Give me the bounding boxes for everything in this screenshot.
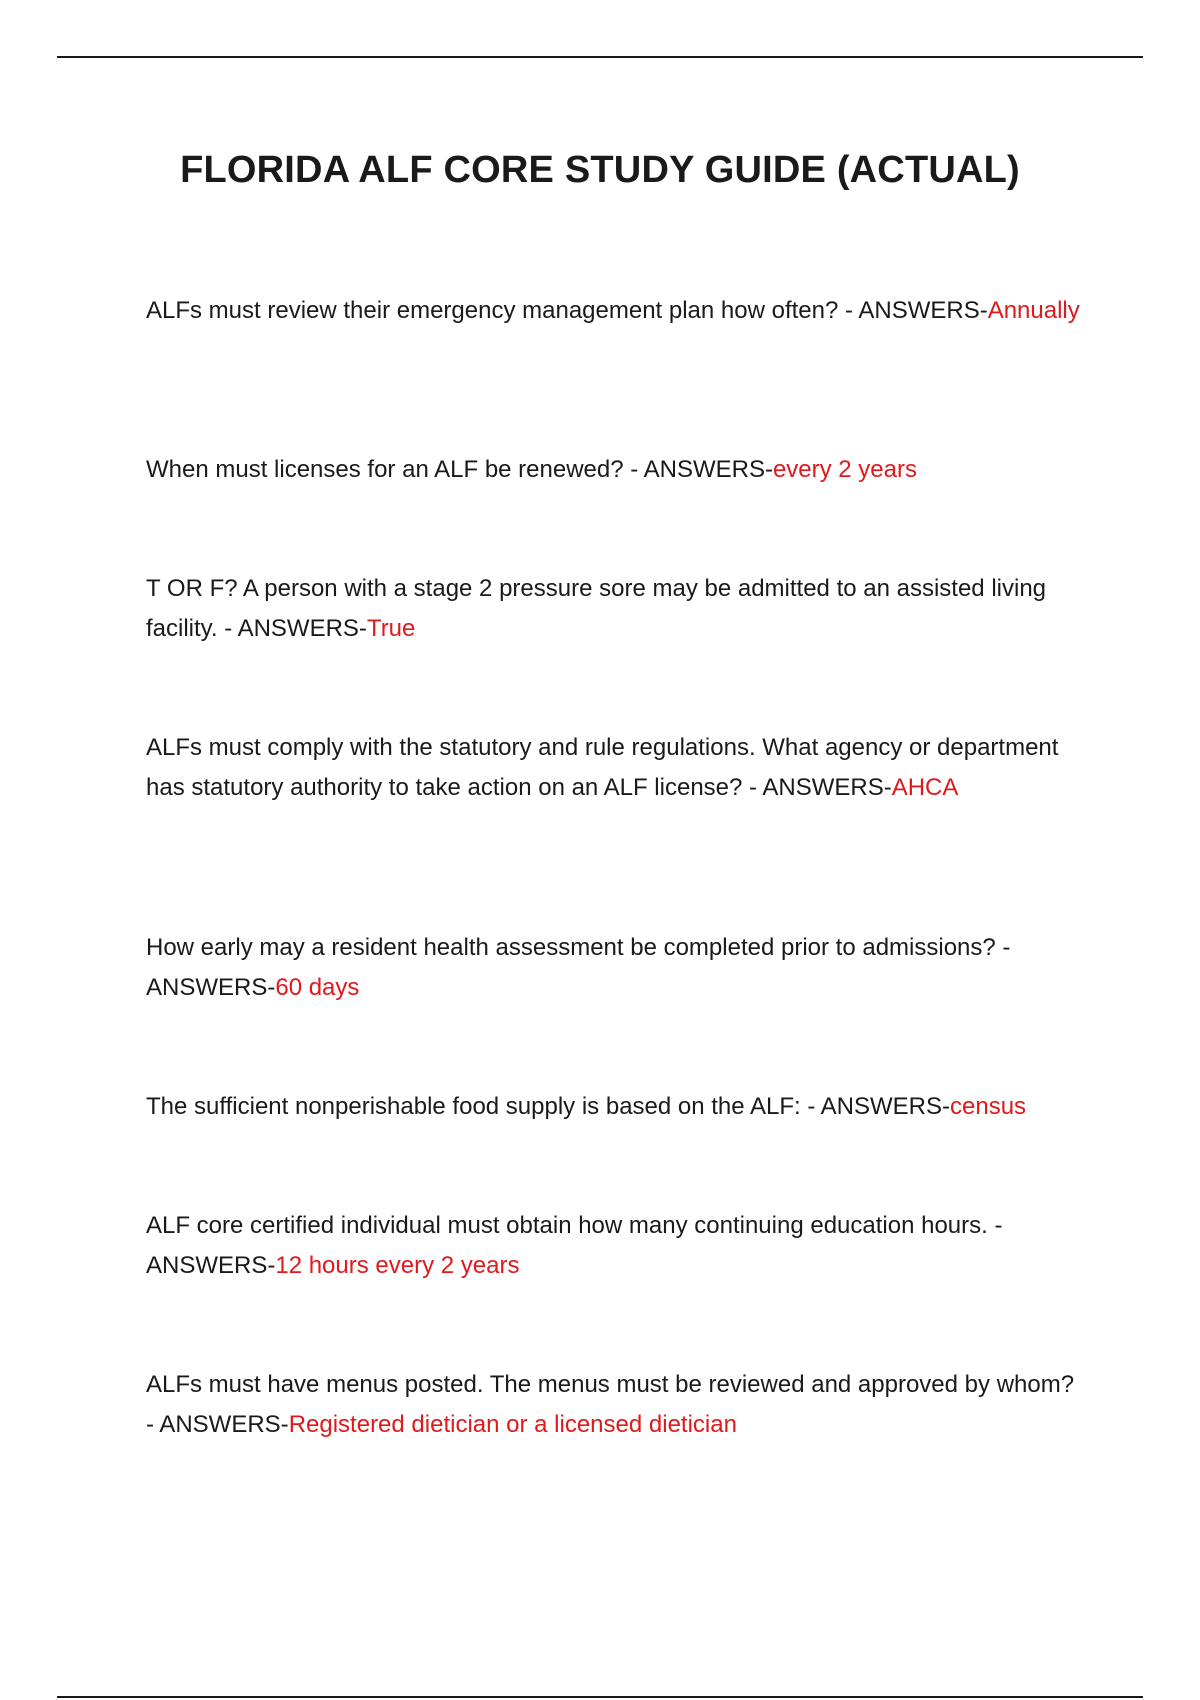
answers-label: - ANSWERS- — [742, 774, 892, 801]
answers-label: - ANSWERS- — [217, 615, 367, 642]
qa-item — [146, 1365, 1086, 1445]
question-text: The sufficient nonperishable food supply is based on the ALF: — [146, 1093, 801, 1120]
answers-label: - ANSWERS- — [146, 934, 1011, 1001]
answer-text: every 2 years — [772, 456, 917, 483]
question-text: ALFs must review their emergency management plan how often? — [146, 297, 839, 324]
answer-text: census — [950, 1093, 1027, 1120]
answer-text: Annually — [987, 297, 1080, 324]
qa-item — [146, 1087, 1086, 1127]
bottom-rule — [57, 1696, 1143, 1698]
question-text: ALFs must comply with the statutory and rule regulations. What agency or department has statutory authority to take action on an ALF license? — [146, 734, 1059, 801]
answers-label: - ANSWERS- — [800, 1093, 950, 1120]
answer-text: Registered dietician or a licensed dietician — [288, 1411, 737, 1438]
question-text: ALF core certified individual must obtain how many continuing education hours. — [146, 1212, 988, 1239]
answers-label: - ANSWERS- — [838, 297, 988, 324]
answers-label: - ANSWERS- — [623, 456, 773, 483]
qa-item — [146, 569, 1086, 649]
qa-item — [146, 450, 1086, 490]
question-text: When must licenses for an ALF be renewed? — [146, 456, 624, 483]
answer-text: True — [366, 615, 416, 642]
answers-label: - ANSWERS- — [146, 1411, 289, 1438]
answer-text: 60 days — [275, 974, 360, 1001]
qa-item — [146, 728, 1086, 808]
question-text: T OR F? A person with a stage 2 pressure sore may be admitted to an assisted living facility. — [146, 575, 1047, 642]
qa-item — [146, 1206, 1086, 1286]
answer-text: AHCA — [891, 774, 959, 801]
answer-text: 12 hours every 2 years — [275, 1252, 520, 1279]
qa-item — [146, 291, 1086, 331]
qa-item — [146, 928, 1086, 1008]
top-rule — [57, 56, 1143, 58]
question-text: How early may a resident health assessment be completed prior to admissions? — [146, 934, 996, 961]
answers-label: - ANSWERS- — [146, 1212, 1003, 1279]
question-text: ALFs must have menus posted. The menus must be reviewed and approved by whom? — [146, 1371, 1075, 1398]
document-title: FLORIDA ALF CORE STUDY GUIDE (ACTUAL) — [180, 149, 1020, 191]
